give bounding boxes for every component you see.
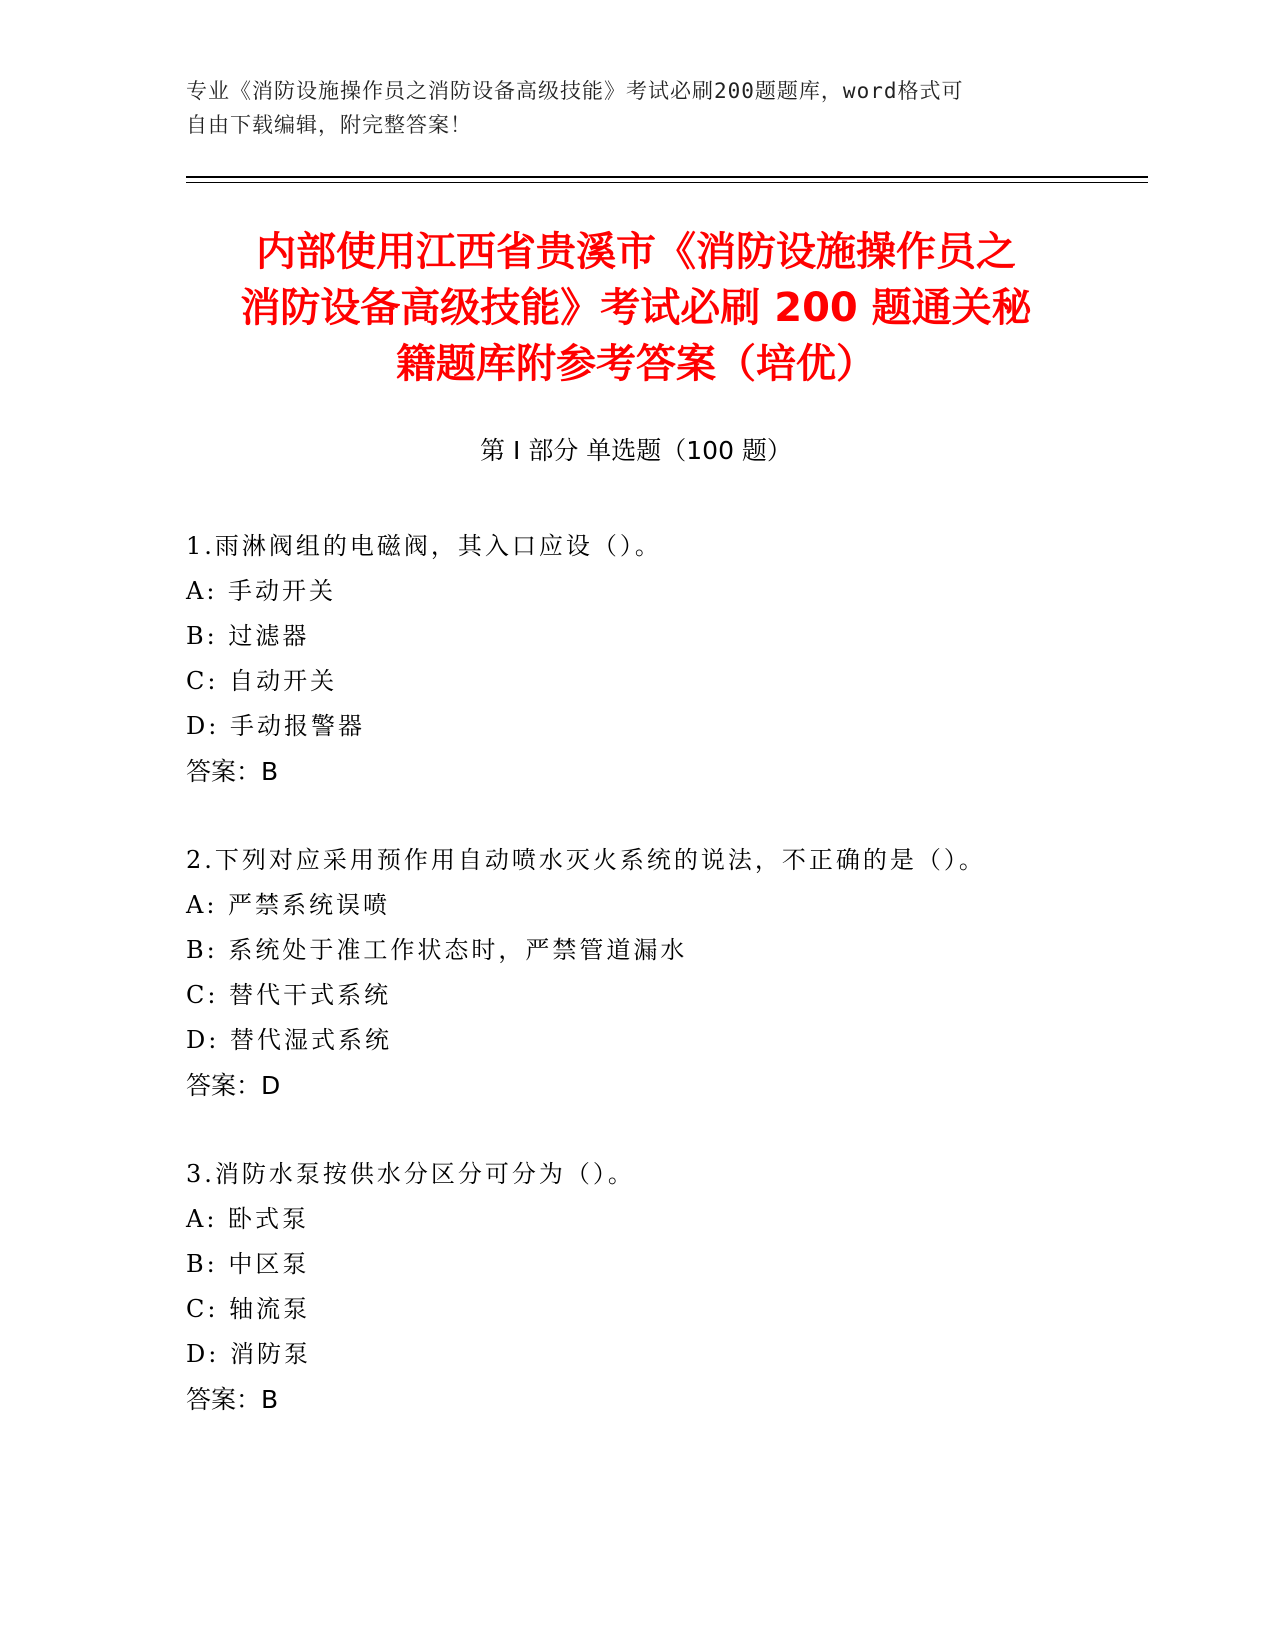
header-divider-thick (186, 176, 1148, 178)
document-title-line-3: 籍题库附参考答案（培优） (396, 341, 876, 387)
header-divider-thin (186, 182, 1148, 183)
option-b: B: 过滤器 (186, 622, 310, 650)
option-a: A: 严禁系统误喷 (186, 891, 391, 919)
question-list (186, 524, 1146, 1466)
option-c: C: 轴流泵 (186, 1295, 311, 1323)
option-c: C: 替代干式系统 (186, 981, 392, 1009)
header-note-line-1: 专业《消防设施操作员之消防设备高级技能》考试必刷200题题库，word格式可 (186, 79, 964, 103)
option-d: D: 消防泵 (186, 1340, 311, 1368)
section-heading: 第 I 部分 单选题（100 题） (480, 436, 792, 465)
option-d: D: 替代湿式系统 (186, 1026, 392, 1054)
option-b: B: 中区泵 (186, 1250, 310, 1278)
option-a: A: 手动开关 (186, 577, 337, 605)
question-stem: 1.雨淋阀组的电磁阀，其入口应设（）。 (186, 532, 662, 560)
question-stem: 3.消防水泵按供水分区分可分为（）。 (186, 1160, 635, 1188)
header-note-line-2: 自由下载编辑，附完整答案！ (186, 113, 472, 137)
answer: 答案：B (186, 757, 279, 786)
answer: 答案：B (186, 1385, 279, 1414)
answer: 答案：D (186, 1071, 281, 1100)
document-title-line-2: 消防设备高级技能》考试必刷 200 题通关秘 (240, 285, 1032, 331)
option-d: D: 手动报警器 (186, 712, 365, 740)
question-1 (186, 524, 1146, 794)
option-a: A: 卧式泵 (186, 1205, 310, 1233)
option-c: C: 自动开关 (186, 667, 338, 695)
question-stem: 2.下列对应采用预作用自动喷水灭火系统的说法，不正确的是（）。 (186, 846, 986, 874)
question-3 (186, 1152, 1146, 1422)
option-b: B: 系统处于准工作状态时，严禁管道漏水 (186, 936, 688, 964)
document-title-line-1: 内部使用江西省贵溪市《消防设施操作员之 (256, 229, 1016, 275)
document-title (186, 224, 1086, 392)
header-note (186, 74, 1086, 142)
question-2 (186, 838, 1146, 1108)
